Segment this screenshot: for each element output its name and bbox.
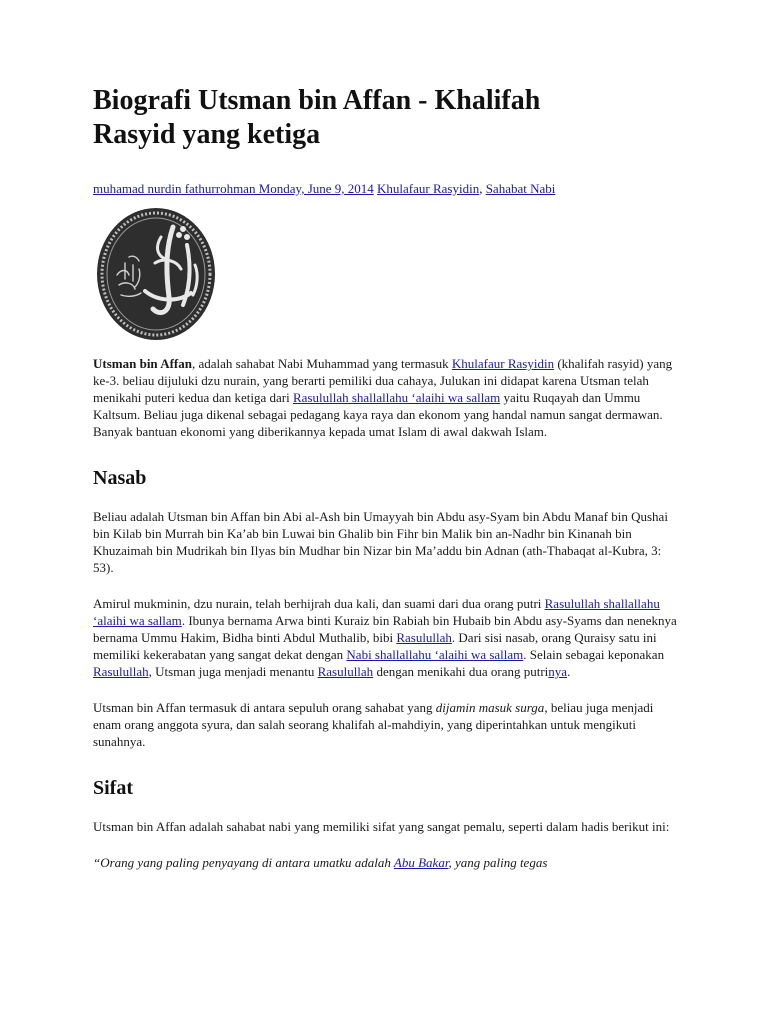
- nasab-paragraph-1: Beliau adalah Utsman bin Affan bin Abi al-Ash bin Umayyah bin Abdu asy-Syam bin Abdu Manaf bin Qushai bin Kilab bin Murrah bin Ka’ab bin Luwai bin Ghalib bin Fihr bin Malik bin an-Nadhr bin Kinanah bin Khuzaimah bin Mudrikah bin Ilyas bin Mudhar bin Nizar bin Ma’addu bin Adnan (ath-Thabaqat al-Kubra, 3: 53).: [93, 509, 668, 575]
- link-abu-bakar[interactable]: Abu Bakar: [393, 855, 449, 870]
- sifat-paragraph-1: Utsman bin Affan adalah sahabat nabi yang memiliki sifat yang sangat pemalu, seperti dalam hadis berikut ini:: [93, 819, 670, 834]
- link-rasulullah-saw[interactable]: Rasulullah shallallahu ‘alaihi wa sallam: [93, 596, 660, 628]
- intro-paragraph: [93, 355, 683, 440]
- intro-text-3: yaitu Ruqayah dan Ummu Kaltsum. Beliau juga dikenal sebagai pedagang kaya raya dan ekonom yang handal namun sangat dermawan. Banyak bantuan ekonomi yang diberikannya kepada umat Islam di awal dakwah Islam.: [93, 390, 663, 439]
- link-nabi-saw[interactable]: Nabi shallallahu ‘alaihi wa sallam: [346, 647, 524, 662]
- title-line-1: Biografi Utsman bin Affan - Khalifah: [93, 85, 541, 116]
- link-rasulullah-2[interactable]: Rasulullah: [396, 630, 452, 645]
- text: .: [567, 664, 571, 679]
- text: . Selain sebagai keponakan: [523, 647, 665, 662]
- subject-name: Utsman bin Affan: [93, 356, 192, 371]
- text: . Dari sisi nasab, orang Quraisy satu ini memiliki kekerabatan yang sangat dekat dengan: [93, 630, 657, 662]
- text: . Ibunya bernama Arwa binti Kuraiz bin Rabiah bin Hubaib bin Abdu asy-Syams dan neneknya bernama Ummu Hakim, Bidha binti Abdul Muthalib, bibi: [93, 613, 677, 645]
- calligraphy-emblem-icon: [95, 205, 217, 343]
- quote-text-1: “Orang yang paling penyayang di antara umatku adalah: [93, 855, 394, 870]
- heading-sifat: Sifat: [93, 777, 133, 799]
- emphasis-surga: dijamin masuk surga: [435, 700, 545, 715]
- nasab-paragraph-3: [93, 699, 683, 750]
- link-rasulullah[interactable]: Rasulullah shallallahu ‘alaihi wa sallam: [292, 390, 501, 405]
- nasab-paragraph-2: [93, 595, 683, 680]
- text: Utsman bin Affan termasuk di antara sepuluh orang sahabat yang: [93, 700, 436, 715]
- author-date-link[interactable]: muhamad nurdin fathurrohman Monday, June 9, 2014: [93, 181, 374, 196]
- intro-text-1: , adalah sahabat Nabi Muhammad yang termasuk: [191, 356, 452, 371]
- text: , beliau juga menjadi enam orang anggota syura, dan salah seorang khalifah al-mahdiyin, yang diperintahkan untuk mengikuti sunahnya.: [93, 700, 654, 749]
- post-meta: [93, 180, 683, 198]
- text: dengan menikahi dua orang putri: [373, 664, 549, 679]
- link-nya[interactable]: nya: [548, 664, 568, 679]
- article: [93, 84, 683, 890]
- text: Amirul mukminin, dzu nurain, telah berhijrah dua kali, dan suami dari dua orang putri: [93, 596, 545, 611]
- category-link-khulafaur[interactable]: Khulafaur Rasyidin: [377, 181, 480, 196]
- hadith-quote: [93, 854, 683, 871]
- page-title: [93, 84, 683, 152]
- title-line-2: Rasyid yang ketiga: [93, 119, 321, 150]
- heading-nasab: Nasab: [93, 467, 147, 489]
- text: , Utsman juga menjadi menantu: [148, 664, 318, 679]
- link-khulafaur-rasyidin[interactable]: Khulafaur Rasyidin: [451, 356, 555, 371]
- category-link-sahabat[interactable]: Sahabat Nabi: [485, 181, 556, 196]
- quote-text-2: , yang paling tegas: [448, 855, 548, 870]
- link-rasulullah-3[interactable]: Rasulullah: [93, 664, 149, 679]
- meta-separator: ,: [479, 181, 486, 196]
- link-rasulullah-4[interactable]: Rasulullah: [317, 664, 374, 679]
- intro-text-2: (khalifah rasyid) yang ke-3. beliau dijuluki dzu nurain, yang berarti pemiliki dua cahaya, Julukan ini didapat karena Utsman telah menikahi puteri kedua dan ketiga dari: [93, 356, 673, 405]
